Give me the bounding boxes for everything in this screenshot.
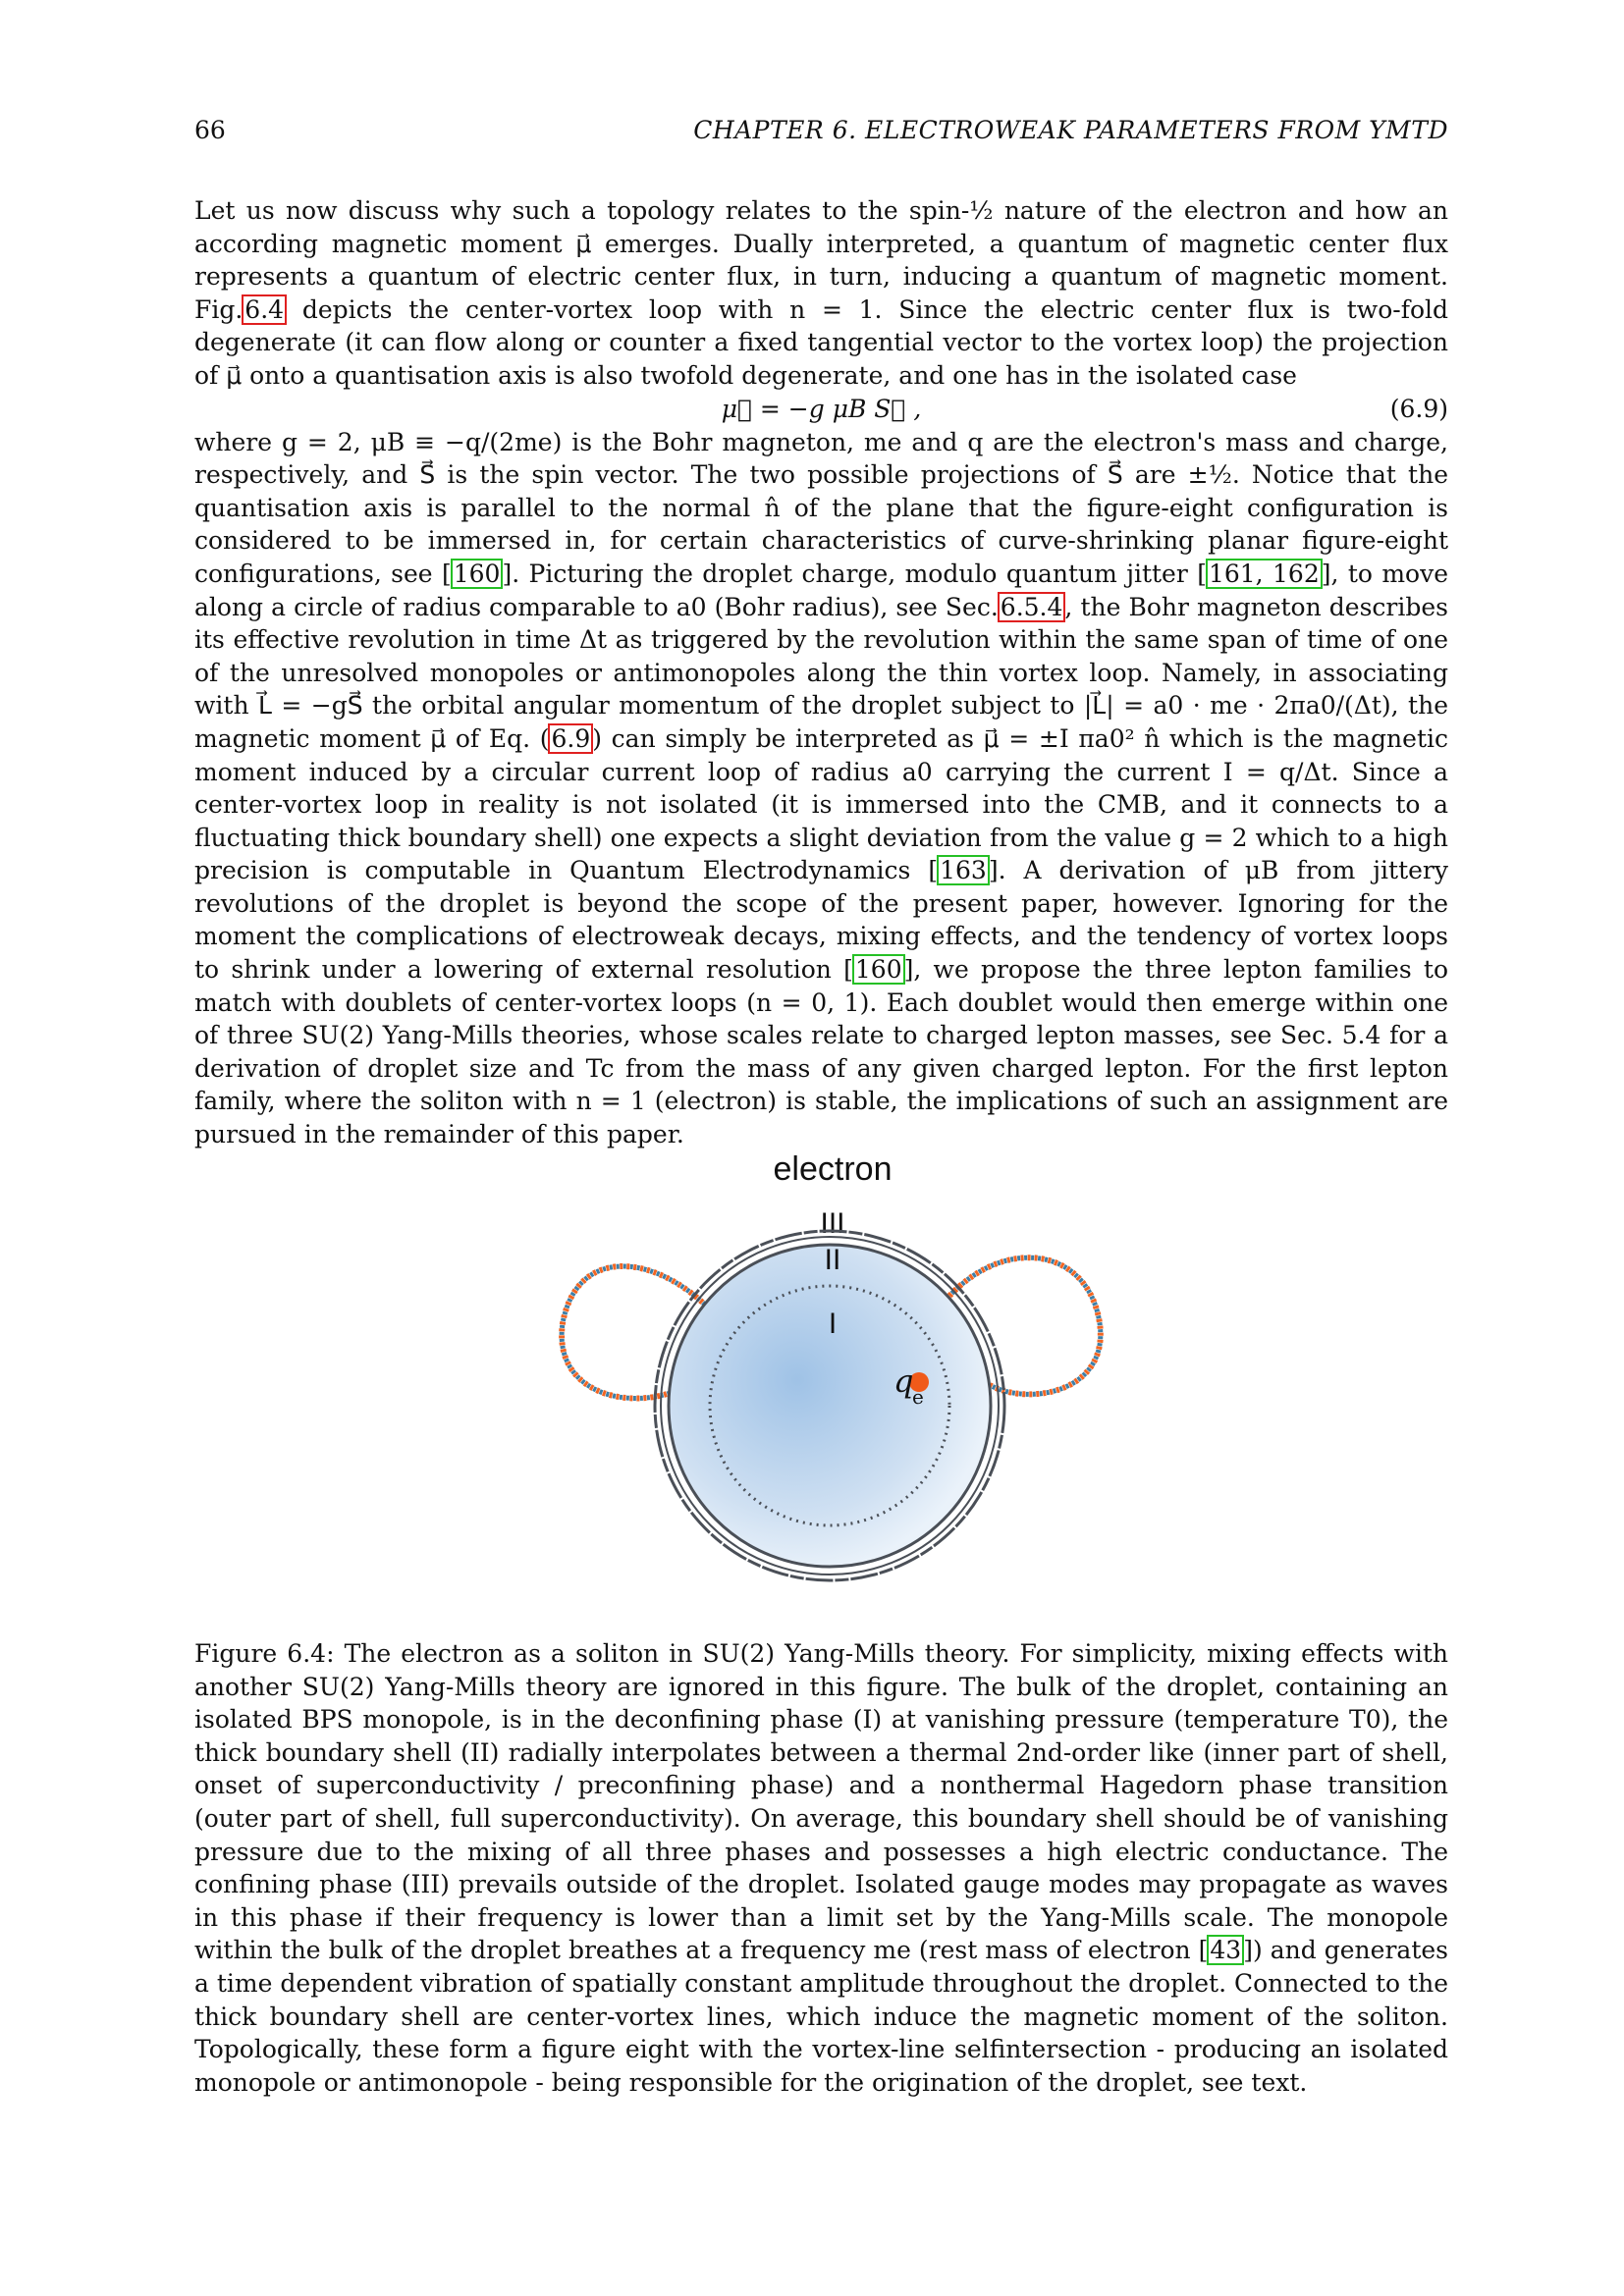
main-text	[194, 194, 1448, 1151]
figure-link[interactable]: 6.4	[244, 294, 285, 324]
label-confining-phase: III	[820, 1207, 845, 1240]
label-boundary-shell: II	[824, 1244, 841, 1276]
figure-caption	[194, 1637, 1448, 2099]
equation-link[interactable]: 6.9	[551, 723, 591, 753]
citation-link[interactable]: 160	[453, 559, 501, 588]
equation-6-9	[194, 393, 1448, 426]
text-span: Figure 6.4: The electron as a soliton in SU(2) Yang-Mills theory. For simplicity, mixing effects with another SU(2) Yang-Mills theory are ignored in this figure. The bulk of the droplet, containing an isolated BPS monopole, is in the deconfining phase (I) at vanishing pressure (temperature T0), the thick boundary shell (II) radially interpolates between a thermal 2nd-order like (inner part of shell, onset of superconductivity / preconfining phase) and a nonthermal Hagedorn phase transition (outer part of shell, full superconductivity). On average, this boundary shell should be of vanishing pressure due to the mixing of all three phases and possesses a high electric conductance. The confining phase (III) prevails outside of the droplet. Isolated gauge modes may propagate as waves in this phase if their frequency is lower than a limit set by the Yang-Mills scale. The monopole within the bulk of the droplet breathes at a frequency me (rest mass of electron	[194, 1639, 1448, 1965]
caption-text: Figure 6.4: The electron as a soliton in SU(2) Yang-Mills theory. For simplicity, mixing effects with another SU(2) Yang-Mills theory are ignored in this figure. The bulk of the droplet, containing an isolated BPS monopole, is in the deconfining phase (I) at vanishing pressure (temperature T0), the thick boundary shell (II) radially interpolates between a thermal 2nd-order like (inner part of shell, onset of superconductivity / preconfining phase) and a nonthermal Hagedorn phase transition (outer part of shell, full superconductivity). On average, this boundary shell should be of vanishing pressure due to the mixing of all three phases and possesses a high electric conductance. The confining phase (III) prevails outside of the droplet. Isolated gauge modes may propagate as waves in this phase if their frequency is lower than a limit set by the Yang-Mills scale. The monopole within the bulk of the droplet breathes at a frequency me (rest mass of electron [43]) and generates a time dependent vibration of spatially constant amplitude throughout the droplet. Connected to the thick boundary shell are center-vortex lines, which induce the magnetic moment of the soliton. Topologically, these form a figure eight with the vortex-line selfintersection - producing an isolated monopole or antimonopole - being responsible for the origination of the droplet, see text.	[194, 1639, 1448, 2097]
running-header	[194, 116, 1448, 149]
text-span: . Picturing the droplet charge, modulo quantum jitter	[512, 559, 1198, 588]
equation-formula: μ⃗ = −g μB S⃗ ,	[721, 394, 922, 423]
citation-link[interactable]: 161, 162	[1208, 559, 1320, 588]
page-number: 66	[194, 116, 226, 144]
paragraph-1	[194, 194, 1448, 393]
text-span: . A derivation of μB from jittery revolutions of the droplet is beyond the scope of the present paper, however. Ignoring for the moment the complications of electroweak decays, mixing effects, and the tendency of vortex loops to shrink under a lowering of external resolution	[194, 856, 1448, 985]
text-span: , to move along a circle of radius comparable to a0 (Bohr radius), see Sec.	[194, 559, 1448, 621]
chapter-title: CHAPTER 6. ELECTROWEAK PARAMETERS FROM YMTD	[693, 116, 1448, 144]
text-span: , the Bohr magneton describes its effective revolution in time Δt as triggered by the revolution within the same span of time of one of the unresolved monopoles or antimonopoles along the thin vortex loop. Namely, in associating with L⃗ = −gS⃗ the orbital angular momentum of the droplet subject to |L⃗| = a0 · me · 2πa0/(Δt), the magnetic moment μ⃗ of Eq. (	[194, 592, 1448, 753]
text-span: ) can simply be interpreted as μ⃗ = ±I πa0² n̂ which is the magnetic moment induced by a circular current loop of radius a0 carrying the current I = q/Δt. Since a center-vortex loop in reality is not isolated (it is immersed into the CMB, and it connects to a fluctuating thick boundary shell) one expects a slight deviation from the value g = 2 which to a high precision is computable in Quantum Electrodynamics	[194, 723, 1448, 885]
droplet-bulk	[669, 1245, 991, 1567]
text-span: , we propose the three lepton families to match with doublets of center-vortex loops (n = 0, 1). Each doublet would then emerge within one of three SU(2) Yang-Mills theories, whose scales relate to charged lepton masses, see Sec. 5.4 for a derivation of droplet size and Tc from the mass of any given charged lepton. For the first lepton family, where the soliton with n = 1 (electron) is stable, the implications of such an assignment are pursued in the remainder of this paper.	[194, 955, 1448, 1149]
page	[194, 116, 1448, 2097]
label-deconfining-phase: I	[828, 1308, 838, 1340]
citation-link[interactable]: 160	[854, 955, 902, 985]
figure-title: electron	[773, 1150, 893, 1188]
figure-6-4	[509, 1147, 1137, 1598]
equation-number: (6.9)	[1389, 394, 1448, 423]
text-span: ) and generates a time dependent vibration of spatially constant amplitude throughout the droplet. Connected to the thick boundary shell are center-vortex lines, which induce the magnetic moment of the soliton. Topologically, these form a figure eight with the vortex-line selfintersection - producing an isolated monopole or antimonopole - being responsible for the origination of the droplet, see text.	[194, 1936, 1448, 2097]
paragraph-2: where g = 2, μB ≡ −q/(2me) is the Bohr magneton, me and q are the electron's mass and charge, respectively, and S⃗ is the spin vector. The two possible projections of S⃗ are ±½. Notice that the quantisation axis is parallel to the normal n̂ of the plane that the figure-eight configuration is considered to be immersed in, for certain characteristics of curve-shrinking planar figure-eight configurations, see [160]. Picturing the droplet charge, modulo quantum jitter [161, 162], to move along a circle of radius comparable to a0 (Bohr radius), see Sec.6.5.4, the Bohr magneton describes its effective revolution in time Δt as triggered by the revolution within the same span of time of one of the unresolved monopoles or antimonopoles along the thin vortex loop. Namely, in associating with L⃗ = −gS⃗ the orbital angular momentum of the droplet subject to |L⃗| = a0 · me · 2πa0/(Δt), the magnetic moment μ⃗ of Eq. (6.9) can simply be interpreted as μ⃗ = ±I πa0² n̂ which is the magnetic moment induced by a circular current loop of radius a0 carrying the current I = q/Δt. Since a center-vortex loop in reality is not isolated (it is immersed into the CMB, and it connects to a fluctuating thick boundary shell) one expects a slight deviation from the value g = 2 which to a high precision is computable in Quantum Electrodynamics [163]. A derivation of μB from jittery revolutions of the droplet is beyond the scope of the present paper, however. Ignoring for the moment the complications of electroweak decays, mixing effects, and the tendency of vortex loops to shrink under a lowering of external resolution [160], we propose the three lepton families to match with doublets of center-vortex loops (n = 0, 1). Each doublet would then emerge within one of three SU(2) Yang-Mills theories, whose scales relate to charged lepton masses, see Sec. 5.4 for a derivation of droplet size and Tc from the mass of any given charged lepton. For the first lepton family, where the soliton with n = 1 (electron) is stable, the implications of such an assignment are pursued in the remainder of this paper.	[194, 427, 1448, 1149]
citation-link[interactable]: 43	[1210, 1936, 1242, 1965]
charge-label: q	[893, 1362, 914, 1400]
text-span: where g = 2, μB ≡ −q/(2me) is the Bohr magneton, me and q are the electron's mass and charge, respectively, and S⃗ is the spin vector. The two possible projections of S⃗ are ±½. Notice that the quantisation axis is parallel to the normal n̂ of the plane that the figure-eight configuration is considered to be immersed in, for certain characteristics of curve-shrinking planar figure-eight configurations, see	[194, 427, 1448, 588]
electron-diagram	[509, 1147, 1137, 1598]
text-span: Let us now discuss why such a topology relates to the spin-½ nature of the electron and how an according magnetic moment μ⃗ emerges. Dually interpreted, a quantum of magnetic center flux represents a quantum of electric center flux, in turn, inducing a quantum of magnetic moment. Fig.	[194, 196, 1448, 324]
text-span: depicts the center-vortex loop with n = 1. Since the electric center flux is two-fold degenerate (it can flow along or counter a fixed tangential vector to the vortex loop) the projection of μ⃗ onto a quantisation axis is also twofold degenerate, and one has in the isolated case	[194, 294, 1448, 390]
citation-link[interactable]: 163	[940, 856, 987, 885]
section-link[interactable]: 6.5.4	[1000, 592, 1063, 621]
charge-subscript: e	[912, 1385, 924, 1409]
